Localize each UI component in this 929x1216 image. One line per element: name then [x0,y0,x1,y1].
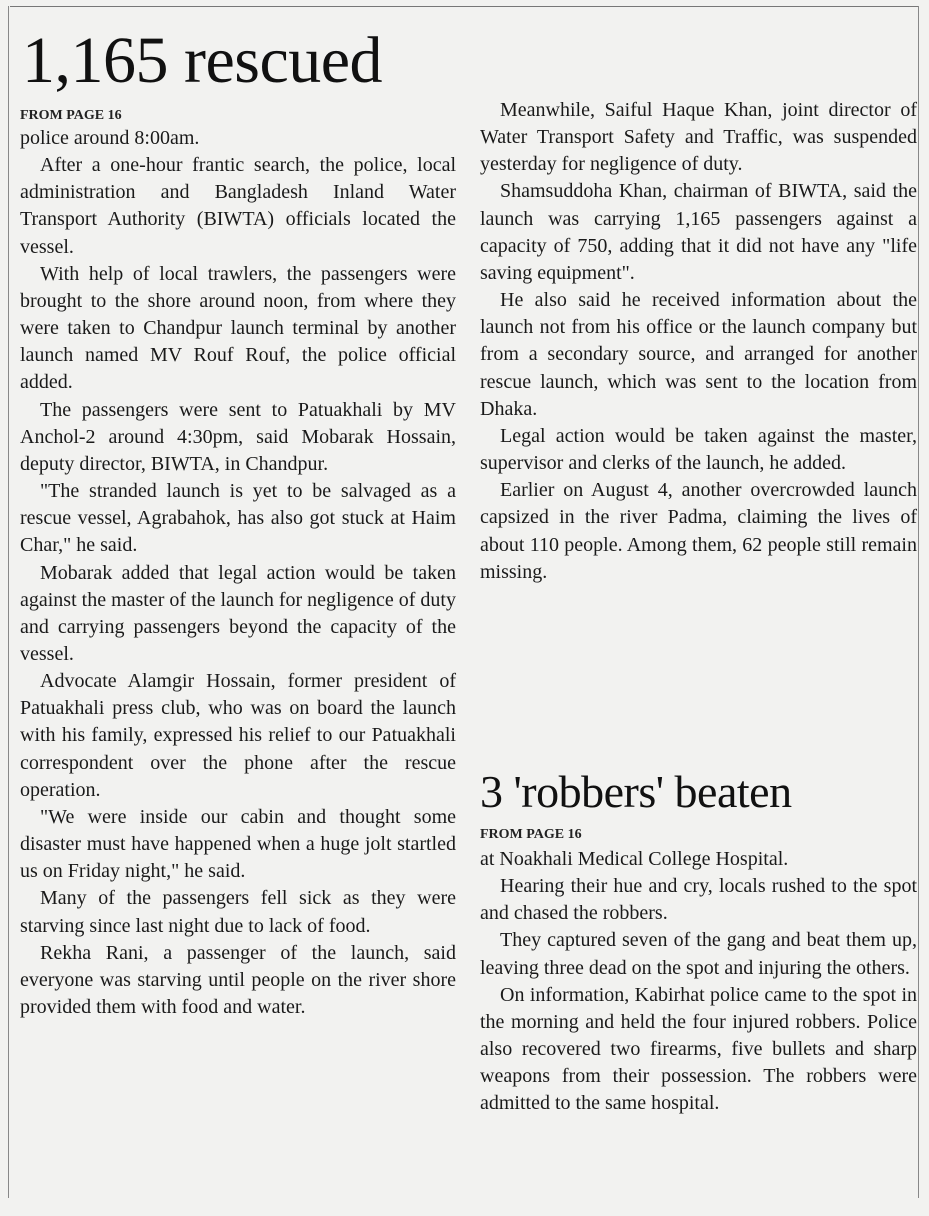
paragraph: He also said he received information about the launch not from his office or the launch company but from a secondary source, and arranged for another rescue launch, which was sent to the location from Dhaka. [480,289,917,420]
paragraph: Meanwhile, Saiful Haque Khan, joint director of Water Transport Safety and Traffic, was suspended yesterday for negligence of duty. [480,99,917,176]
paragraph: Legal action would be taken against the master, supervisor and clerks of the launch, he added. [480,424,917,475]
story1-left-column [20,125,456,1021]
story1-headline: 1,165 rescued [22,24,383,97]
top-rule [10,6,919,7]
paragraph: Rekha Rani, a passenger of the launch, said everyone was starving until people on the river shore provided them with food and water. [20,941,456,1018]
paragraph: They captured seven of the gang and beat them up, leaving three dead on the spot and injuring the others. [480,929,917,979]
paragraph: With help of local trawlers, the passengers were brought to the shore around noon, from where they were taken to Chandpur launch terminal by another launch named MV Rouf Rouf, the police official added. [20,262,456,394]
paragraph: Earlier on August 4, another overcrowded launch capsized in the river Padma, claiming the lives of about 110 people. Among them, 62 people still remain missing. [480,479,917,583]
paragraph: Mobarak added that legal action would be taken against the master of the launch for negligence of duty and carrying passengers beyond the capacity of the vessel. [20,561,456,665]
story1-kicker: FROM PAGE 16 [20,108,122,123]
story2-headline: 3 'robbers' beaten [480,766,792,817]
right-rule [918,6,919,1198]
paragraph: "We were inside our cabin and thought some disaster must have happened when a huge jolt startled us on Friday night," he said. [20,805,456,883]
paragraph: The passengers were sent to Patuakhali by MV Anchol-2 around 4:30pm, said Mobarak Hossain, deputy director, BIWTA, in Chandpur. [20,398,456,475]
paragraph: "The stranded launch is yet to be salvaged as a rescue vessel, Agrabahok, has also got stuck at Haim Char," he said. [20,480,456,557]
story1-right-column [480,97,917,586]
paragraph: Hearing their hue and cry, locals rushed to the spot and chased the robbers. [480,875,917,925]
paragraph: Shamsuddoha Khan, chairman of BIWTA, said the launch was carrying 1,165 passengers against a capacity of 750, adding that it did not have any "life saving equipment". [480,180,917,284]
story2-body [480,846,917,1118]
story2-kicker: FROM PAGE 16 [480,827,582,842]
paragraph: After a one-hour frantic search, the police, local administration and Bangladesh Inland Water Transport Authority (BIWTA) officials located the vessel. [20,154,456,258]
paragraph: Advocate Alamgir Hossain, former president of Patuakhali press club, who was on board the launch with his family, expressed his relief to our Patuakhali correspondent over the phone after the rescue operation. [20,670,456,801]
left-rule [8,6,9,1198]
paragraph: On information, Kabirhat police came to the spot in the morning and held the four injured robbers. Police also recovered two firearms, five bullets and sharp weapons from their possession. The robbers were admitted to the same hospital. [480,983,917,1115]
paragraph: Many of the passengers fell sick as they were starving since last night due to lack of food. [20,887,456,937]
paragraph: at Noakhali Medical College Hospital. [480,848,789,870]
paragraph: police around 8:00am. [20,127,200,149]
